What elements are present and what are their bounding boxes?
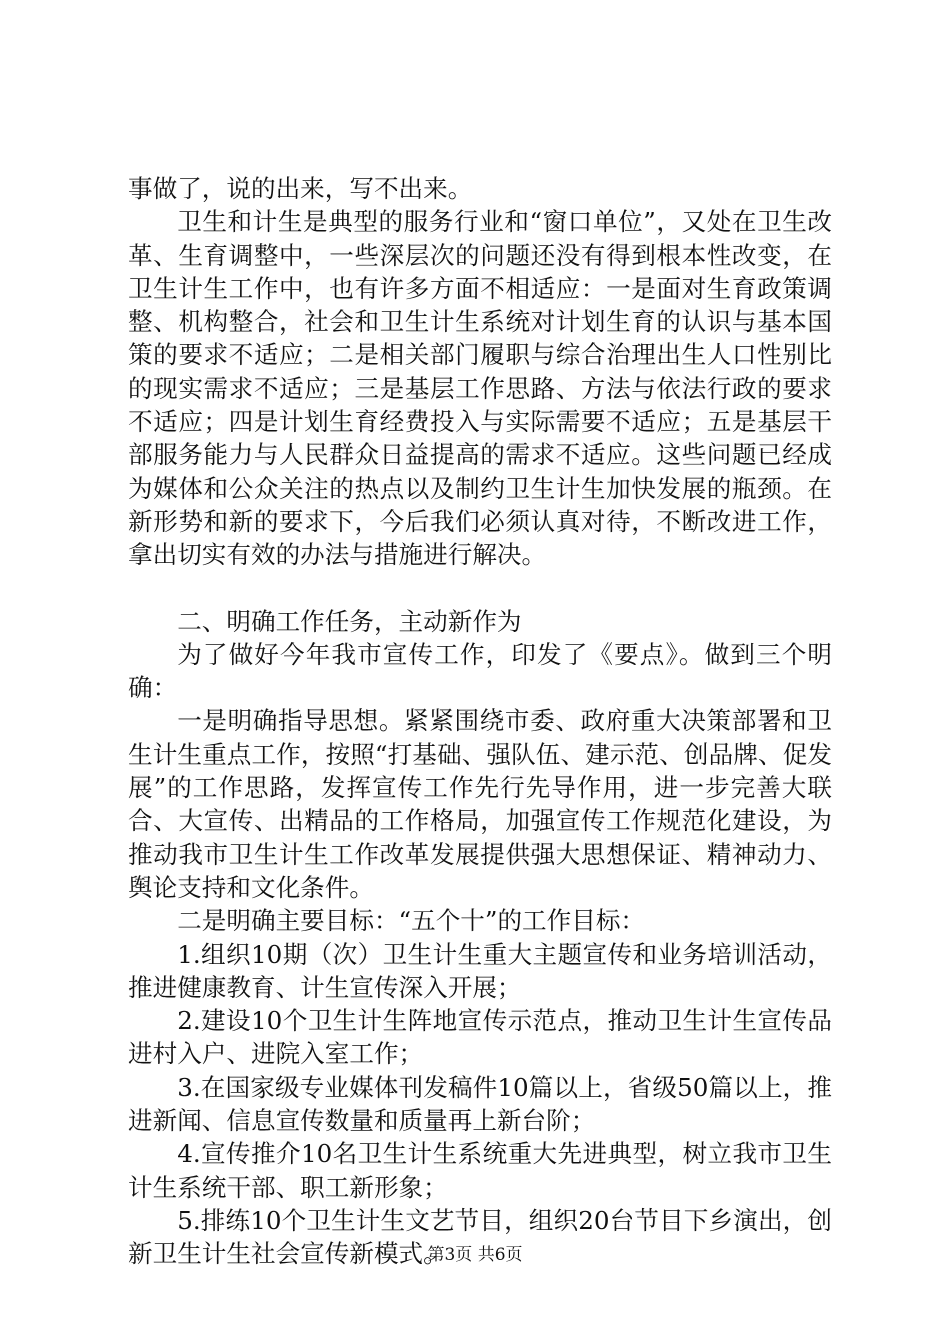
section-heading: 二、明确工作任务，主动新作为: [177, 606, 522, 636]
paragraph-problems: 卫生和计生是典型的服务行业和“窗口单位”，又处在卫生改革、生育调整中，一些深层次的问题还没有得到根本性改变，在卫生计生工作中，也有许多方面不相适应：一是面对生育政策调整、机构整合，社会和卫生计生系统对计划生育的认识与基本国策的要求不适应；二是相关部门履职与综合治理出生人口性别比的现实需求不适应；三是基层工作思路、方法与依法行政的要求不适应；四是计划生育经费投入与实际需要不适应；五是基层干部服务能力与人民群众日益提高的需求不适应。这些问题已经成为媒体和公众关注的热点以及制约卫生计生加快发展的瓶颈。在新形势和新的要求下，今后我们必须认真对待，不断改进工作，拿出切实有效的办法与措施进行解决。: [128, 207, 832, 570]
paragraph-guiding-thought: 一是明确指导思想。紧紧围绕市委、政府重大决策部署和卫生计生重点工作，按照“打基础、强队伍、建示范、创品牌、促发展”的工作思路，发挥宣传工作先行先导作用，进一步完善大联合、大宣传、出精品的工作格局，加强宣传工作规范化建设，为推动我市卫生计生工作改革发展提供强大思想保证、精神动力、舆论支持和文化条件。: [128, 706, 832, 902]
paragraph-continuation: 事做了，说的出来，写不出来。: [128, 174, 473, 203]
list-item: 2.建设10个卫生计生阵地宣传示范点，推动卫生计生宣传品进村入户、进院入室工作；: [128, 1006, 832, 1069]
page-footer: 第3页 共6页: [427, 1245, 523, 1265]
list-item: 1.组织10期（次）卫生计生重大主题宣传和业务培训活动，推进健康教育、计生宣传深入开展；: [128, 939, 832, 1002]
body-text: [128, 172, 832, 1271]
paragraph-main-goals: 二是明确主要目标：“五个十”的工作目标：: [177, 906, 646, 936]
paragraph-intro: 为了做好今年我市宣传工作，印发了《要点》。做到三个明确：: [128, 639, 832, 703]
list-item: 4.宣传推介10名卫生计生系统重大先进典型，树立我市卫生计生系统干部、职工新形象；: [128, 1139, 832, 1202]
list-item: 3.在国家级专业媒体刊发稿件10篇以上，省级50篇以上，推进新闻、信息宣传数量和质量再上新台阶；: [128, 1072, 832, 1136]
list-item: 5.排练10个卫生计生文艺节目，组织20台节目下乡演出，创新卫生计生社会宣传新模式。: [128, 1205, 832, 1269]
